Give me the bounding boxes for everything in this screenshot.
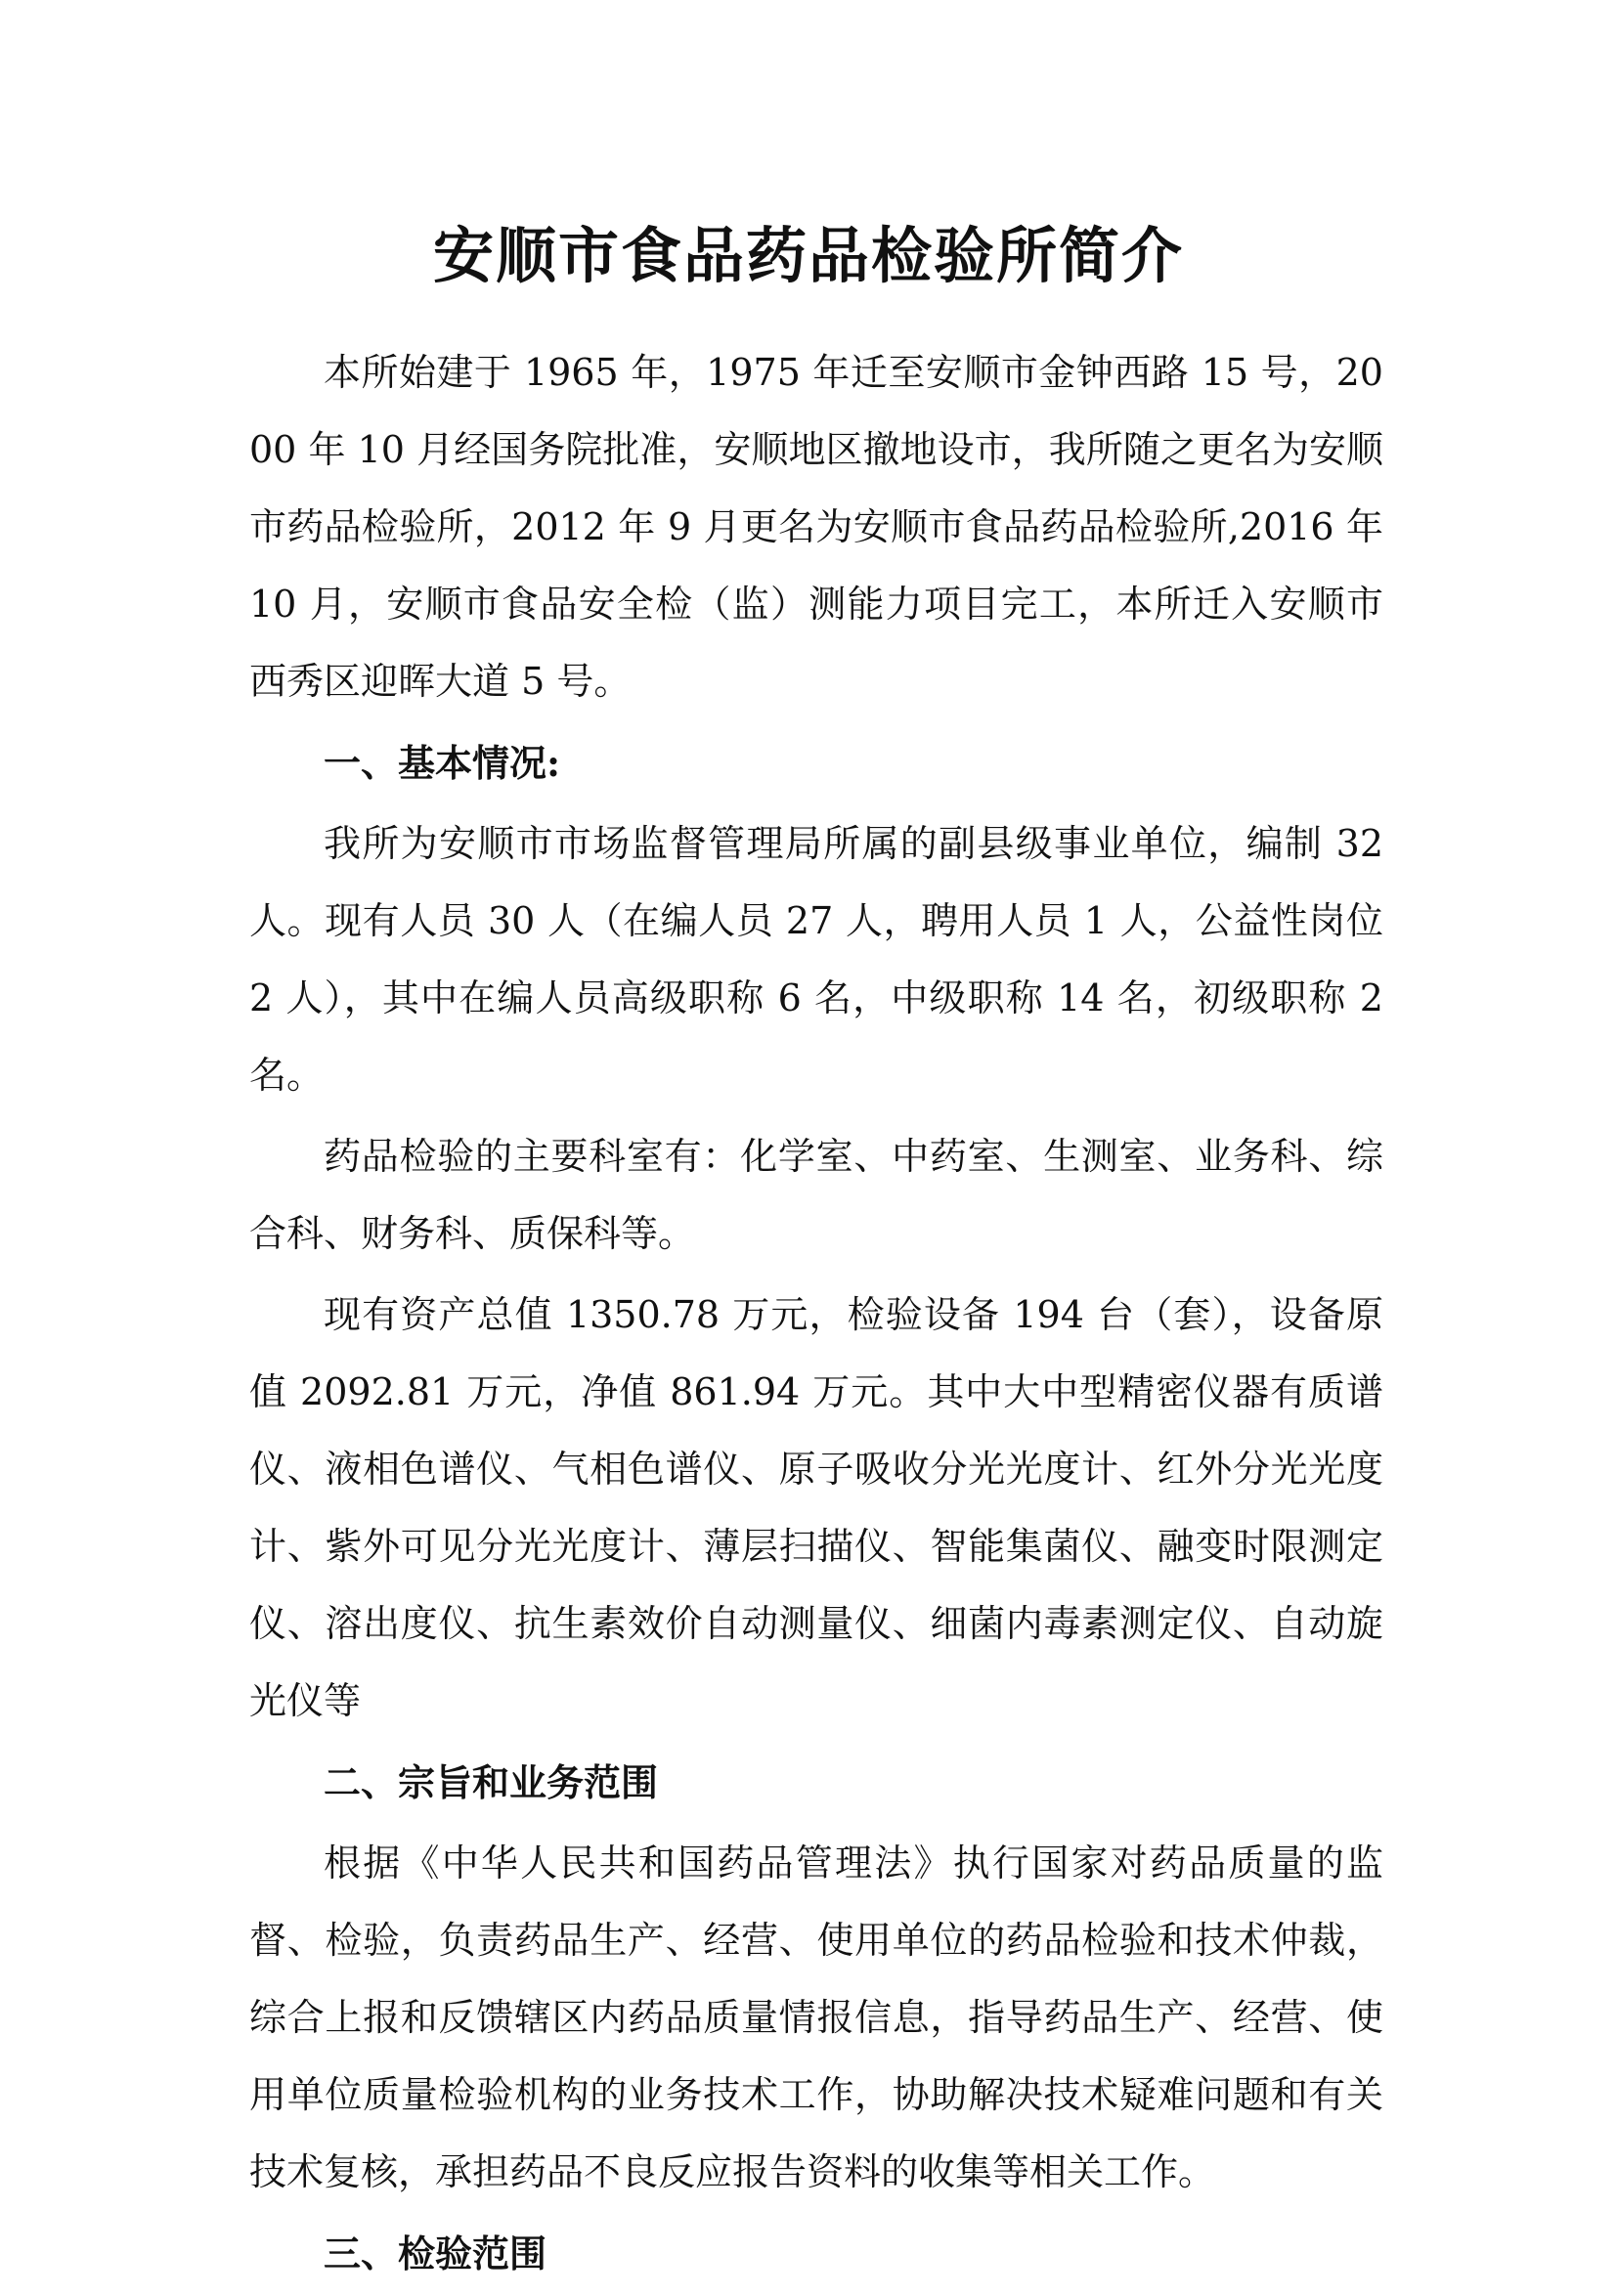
section-heading-scope: 三、检验范围 bbox=[324, 2231, 547, 2275]
section-heading-basic-info: 一、基本情况: bbox=[324, 741, 561, 785]
intro-paragraph: 本所始建于 1965 年，1975 年迁至安顺市金钟西路 15 号，2000 年 10 月经国务院批准，安顺地区撤地设市，我所随之更名为安顺市药品检验所，2012 年 9 月更名为安顺市食品药品检验所,2016 年 10 月，安顺市食品安全检（监）测能力项目完工，本所迁入安顺市西秀区迎晖大道 5 号。 bbox=[249, 351, 1383, 703]
staff-paragraph: 我所为安顺市市场监督管理局所属的副县级事业单位，编制 32 人。现有人员 30 人（在编人员 27 人，聘用人员 1 人，公益性岗位 2 人），其中在编人员高级职称 6 名，中级职称 14 名，初级职称 2 名。 bbox=[249, 822, 1383, 1097]
assets-paragraph: 现有资产总值 1350.78 万元，检验设备 194 台（套），设备原值 2092.81 万元，净值 861.94 万元。其中大中型精密仪器有质谱仪、液相色谱仪、气相色谱仪、原子吸收分光光度计、红外分光光度计、紫外可见分光光度计、薄层扫描仪、智能集菌仪、融变时限测定仪、溶出度仪、抗生素效价自动测量仪、细菌内毒素测定仪、自动旋光仪等 bbox=[249, 1293, 1383, 1722]
purpose-paragraph: 根据《中华人民共和国药品管理法》执行国家对药品质量的监督、检验，负责药品生产、经营、使用单位的药品检验和技术仲裁，综合上报和反馈辖区内药品质量情报信息，指导药品生产、经营、使用单位质量检验机构的业务技术工作，协助解决技术疑难问题和有关技术复核，承担药品不良反应报告资料的收集等相关工作。 bbox=[249, 1841, 1383, 2193]
departments-paragraph: 药品检验的主要科室有：化学室、中药室、生测室、业务科、综合科、财务科、质保科等。 bbox=[249, 1135, 1383, 1255]
document-title: 安顺市食品药品检验所简介 bbox=[432, 220, 1184, 291]
document-body bbox=[249, 334, 1383, 2296]
section-heading-purpose: 二、宗旨和业务范围 bbox=[324, 1760, 659, 1804]
